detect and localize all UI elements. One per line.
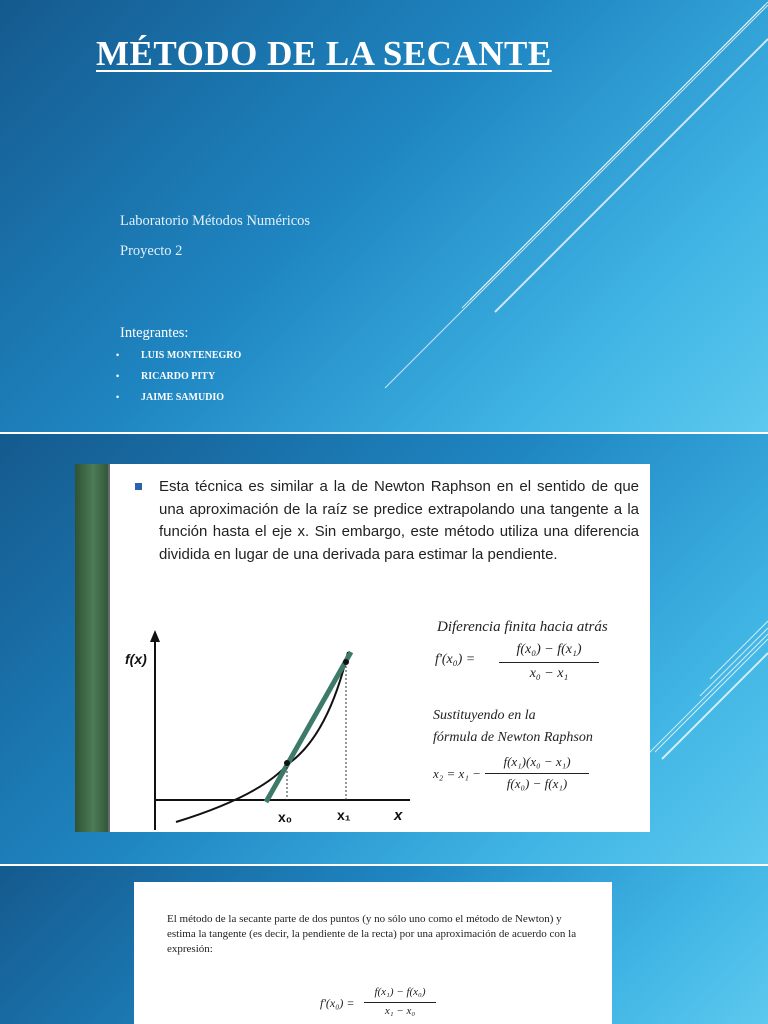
list-item: [116, 392, 241, 413]
member-name: JAIME SAMUDIO: [141, 392, 225, 403]
newton-denominator: f(x₀) − f(x₁): [506, 776, 568, 791]
bullet-icon: •: [116, 371, 120, 381]
explanation-slide: [0, 434, 768, 864]
y-axis-arrow-icon: [150, 630, 160, 642]
project-name: Proyecto 2: [120, 243, 183, 259]
member-name: LUIS MONTENEGRO: [141, 350, 242, 361]
substitution-line-1: Sustituyendo en la: [433, 708, 536, 723]
list-item: [116, 371, 241, 392]
diff-heading: Diferencia finita hacia atrás: [437, 619, 608, 635]
diff-denominator: x₀ − x₁: [529, 666, 569, 681]
fraction-bar: [485, 773, 589, 774]
members-heading: Integrantes:: [120, 325, 189, 341]
secant-graph: [110, 626, 430, 832]
formula-denominator: x₁ − x₀: [384, 1005, 416, 1017]
newton-lhs: x₂ = x₁ −: [433, 766, 481, 781]
secant-line: [266, 652, 351, 802]
x1-label: x₁: [337, 807, 351, 823]
formula-description: El método de la secante parte de dos puntos (y no sólo uno como el método de Newton) y estima la tangente (es decir, la pendiente de la recta) por una aproximación de acuerdo con la expresión:: [167, 913, 577, 955]
formula-slide: [0, 866, 768, 1024]
fraction-bar: [364, 1002, 436, 1003]
bullet-icon: •: [116, 392, 120, 402]
x0-label: x₀: [278, 809, 293, 825]
function-curve: [176, 652, 348, 822]
bullet-icon: •: [116, 350, 120, 360]
members-list: [116, 350, 241, 413]
formula-document: [134, 882, 612, 1024]
point-x1: [343, 659, 349, 665]
diff-lhs: f'(x₀) =: [435, 652, 476, 667]
formula-lhs: f'(x₀) =: [320, 996, 355, 1010]
substitution-line-2: fórmula de Newton Raphson: [433, 730, 593, 745]
decorative-side-bar: [75, 464, 108, 832]
bullet-icon: [135, 483, 142, 490]
formula-numerator: f(x₁) − f(x₀): [374, 986, 426, 998]
y-axis-label: f(x): [125, 651, 147, 667]
x-axis-label: x: [394, 807, 403, 824]
list-item: [116, 350, 241, 371]
member-name: RICARDO PITY: [141, 371, 216, 382]
diff-numerator: f(x₀) − f(x₁): [516, 642, 582, 657]
point-x0: [284, 760, 290, 766]
title-slide: [0, 0, 768, 432]
method-description: Esta técnica es similar a la de Newton Raphson en el sentido de que una aproximación de la raíz se predice extrapolando una tangente a la función hasta el eje x. Sin embargo, este método utiliza una diferencia dividida en lugar de una derivada para estimar la pendiente.: [159, 478, 639, 563]
fraction-bar: [499, 662, 599, 663]
course-name: Laboratorio Métodos Numéricos: [120, 213, 311, 229]
page-title: MÉTODO DE LA SECANTE: [96, 34, 552, 73]
newton-numerator: f(x₁)(x₀ − x₁): [503, 754, 571, 769]
secant-method-figure: [75, 464, 650, 832]
